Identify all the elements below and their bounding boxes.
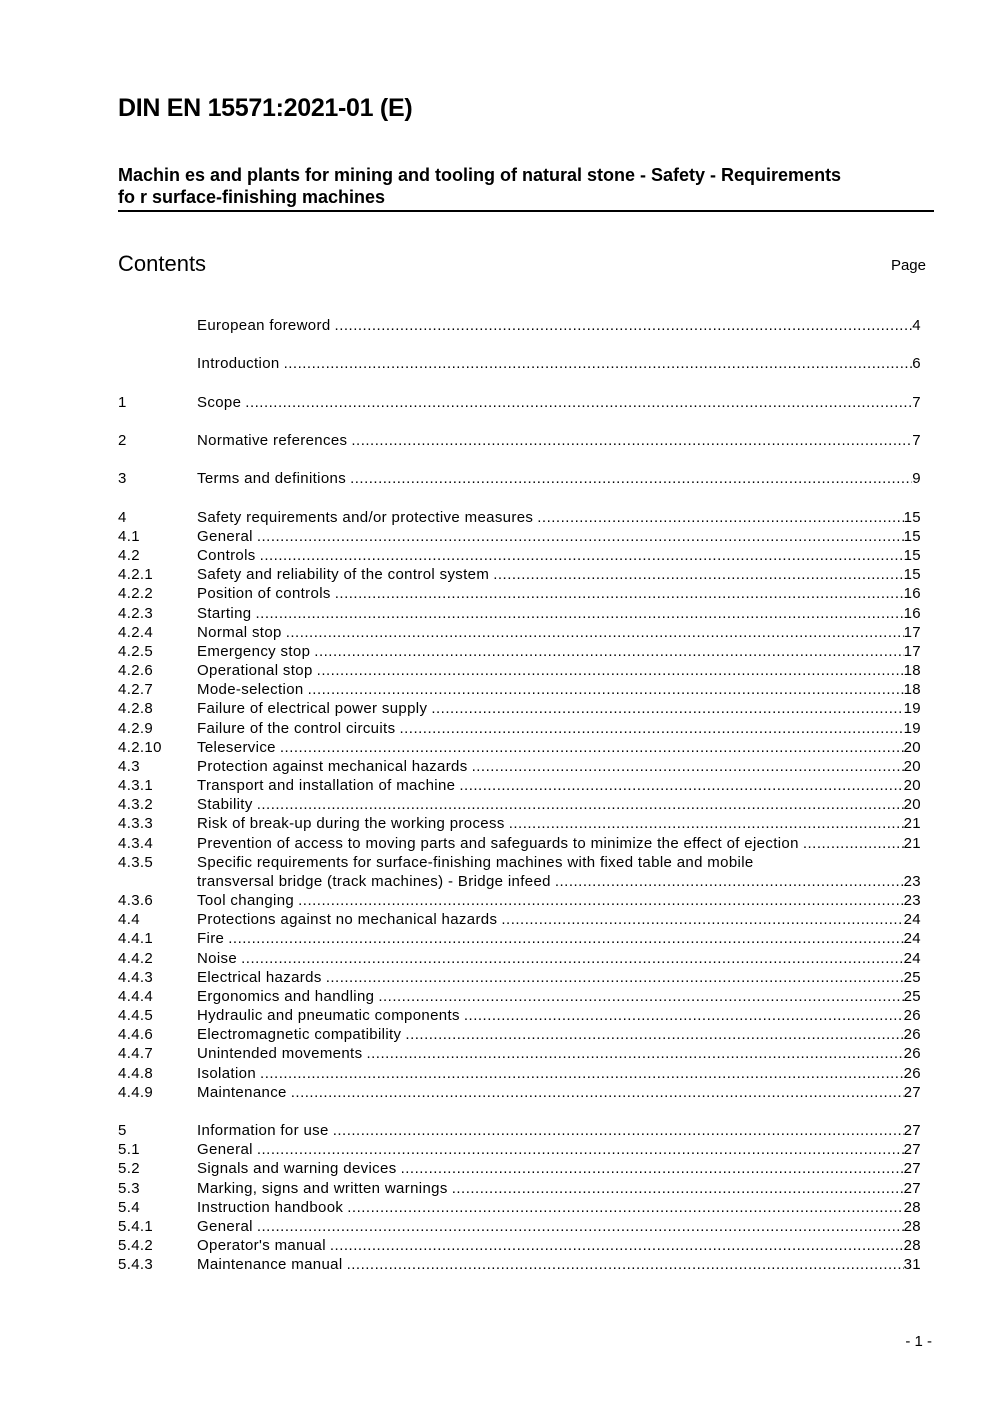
toc-entry[interactable] bbox=[118, 776, 921, 795]
dot-leader bbox=[493, 565, 903, 584]
dot-leader bbox=[298, 891, 903, 910]
dot-leader bbox=[257, 1217, 904, 1236]
dot-leader bbox=[401, 1159, 904, 1178]
toc-entry-title: Starting bbox=[197, 604, 252, 622]
dot-leader bbox=[256, 604, 904, 623]
group-spacer bbox=[118, 374, 921, 393]
toc-entry-title: Instruction handbook bbox=[197, 1198, 344, 1216]
dot-leader bbox=[286, 623, 904, 642]
dot-leader bbox=[257, 527, 904, 546]
toc-entry[interactable] bbox=[118, 680, 921, 699]
dot-leader bbox=[335, 584, 904, 603]
toc-entry-title: Transport and installation of machine bbox=[197, 777, 456, 795]
dot-leader bbox=[459, 776, 903, 795]
toc-entry-page: 6 bbox=[912, 355, 921, 373]
dot-leader bbox=[350, 469, 912, 488]
dot-leader bbox=[335, 316, 913, 335]
dot-leader bbox=[452, 1179, 904, 1198]
toc-entry-title: Introduction bbox=[197, 355, 280, 373]
toc-entry-page: 23 bbox=[903, 892, 921, 910]
toc-entry[interactable] bbox=[118, 814, 921, 833]
toc-entry[interactable] bbox=[118, 929, 921, 948]
toc-entry-title: Risk of break-up during the working process bbox=[197, 815, 505, 833]
toc-entry-title: Normative references bbox=[197, 431, 348, 449]
toc-entry-number: 4.4.6 bbox=[118, 1026, 154, 1044]
toc-entry-number: 4.2.3 bbox=[118, 604, 154, 622]
dot-leader bbox=[509, 814, 904, 833]
toc-entry[interactable] bbox=[118, 1025, 921, 1044]
toc-entry-page: 23 bbox=[903, 872, 921, 890]
subtitle-line-1: Machin es and plants for mining and tooling of natural stone - Safety - Requirements bbox=[118, 165, 842, 185]
dot-leader bbox=[464, 1006, 904, 1025]
dot-leader bbox=[366, 1044, 903, 1063]
toc-entry-title: Specific requirements for surface-finishing machines with fixed table and mobile bbox=[197, 853, 754, 871]
toc-entry-title: Prevention of access to moving parts and safeguards to minimize the effect of ejection bbox=[197, 834, 799, 852]
toc-entry-title: Ergonomics and handling bbox=[197, 987, 375, 1005]
toc-entry[interactable] bbox=[118, 1236, 921, 1255]
toc-entry[interactable] bbox=[118, 738, 921, 757]
subtitle-line-2: fo r surface-finishing machines bbox=[118, 187, 386, 207]
toc-entry[interactable] bbox=[118, 1121, 921, 1140]
group-spacer bbox=[118, 488, 921, 507]
toc-entry[interactable] bbox=[118, 853, 921, 872]
toc-entry-title: General bbox=[197, 1141, 253, 1159]
toc-entry[interactable] bbox=[118, 891, 921, 910]
dot-leader bbox=[472, 757, 904, 776]
toc-entry-page: 24 bbox=[903, 949, 921, 967]
toc-entry-title: Electrical hazards bbox=[197, 968, 322, 986]
toc-entry-title: Stability bbox=[197, 796, 253, 814]
dot-leader bbox=[257, 795, 904, 814]
toc-entry-number: 3 bbox=[118, 470, 127, 488]
toc-entry-title: European foreword bbox=[197, 317, 331, 334]
toc-entry-title: Mode-selection bbox=[197, 681, 304, 699]
toc-entry-number: 4.2 bbox=[118, 546, 140, 564]
toc-entry-page: 27 bbox=[903, 1179, 921, 1197]
toc-entry-title: Protection against mechanical hazards bbox=[197, 757, 468, 775]
toc-entry-page: 27 bbox=[903, 1083, 921, 1101]
toc-entry-number: 4.4.5 bbox=[118, 1007, 154, 1025]
group-spacer bbox=[118, 1102, 921, 1121]
toc-entry[interactable] bbox=[118, 1179, 921, 1198]
dot-leader bbox=[280, 738, 904, 757]
dot-leader bbox=[555, 872, 904, 891]
toc-entry-title: Electromagnetic compatibility bbox=[197, 1026, 402, 1044]
toc-entry[interactable] bbox=[118, 1044, 921, 1063]
toc-entry[interactable] bbox=[118, 1006, 921, 1025]
toc-entry-page: 24 bbox=[903, 911, 921, 929]
toc-entry-page: 18 bbox=[903, 681, 921, 699]
toc-entry-title: Protections against no mechanical hazards bbox=[197, 911, 498, 929]
dot-leader bbox=[245, 393, 912, 412]
toc-entry-page: 27 bbox=[903, 1160, 921, 1178]
toc-entry-number: 4.2.10 bbox=[118, 738, 162, 756]
header-rule bbox=[118, 210, 934, 212]
toc-entry[interactable] bbox=[118, 546, 921, 565]
toc-entry[interactable] bbox=[118, 1140, 921, 1159]
toc-entry-number bbox=[118, 316, 197, 335]
toc-entry-title: Noise bbox=[197, 949, 238, 967]
dot-leader bbox=[501, 910, 903, 929]
toc-entry-title: Scope bbox=[197, 393, 242, 411]
toc-entry-page: 16 bbox=[903, 585, 921, 603]
contents-heading: Contents bbox=[118, 251, 207, 276]
toc-entry-page: 28 bbox=[903, 1237, 921, 1255]
toc-entry-page: 17 bbox=[903, 623, 921, 641]
dot-leader bbox=[347, 1198, 903, 1217]
toc-entry-page: 20 bbox=[903, 777, 921, 795]
toc-entry[interactable] bbox=[118, 1064, 921, 1083]
toc-entry-title: Teleservice bbox=[197, 738, 276, 756]
toc-entry[interactable] bbox=[118, 795, 921, 814]
toc-entry-page: 19 bbox=[903, 719, 921, 737]
dot-leader bbox=[330, 1236, 904, 1255]
toc-entry[interactable] bbox=[118, 872, 921, 891]
dot-leader bbox=[347, 1255, 904, 1274]
toc-entry-number: 4.1 bbox=[118, 527, 140, 545]
dot-leader bbox=[241, 949, 904, 968]
toc-entry-page: 26 bbox=[903, 1007, 921, 1025]
toc-entry[interactable] bbox=[118, 316, 921, 335]
toc-entry[interactable] bbox=[118, 949, 921, 968]
toc-entry-page: 25 bbox=[903, 987, 921, 1005]
toc-entry-number: 4.3.4 bbox=[118, 834, 154, 852]
toc-entry[interactable] bbox=[118, 469, 921, 488]
toc-entry-title: Isolation bbox=[197, 1064, 257, 1082]
dot-leader bbox=[405, 1025, 903, 1044]
toc-entry-number: 4.4.7 bbox=[118, 1045, 154, 1063]
toc-entry[interactable] bbox=[118, 1083, 921, 1102]
toc-entry-number: 5.4 bbox=[118, 1198, 140, 1216]
group-spacer bbox=[118, 412, 921, 431]
toc-entry[interactable] bbox=[118, 508, 921, 527]
toc-entry-number: 4.4.4 bbox=[118, 987, 154, 1005]
toc-entry-number bbox=[118, 872, 197, 891]
toc-entry-title: Safety and reliability of the control system bbox=[197, 566, 490, 584]
toc-entry-number: 4.2.5 bbox=[118, 642, 154, 660]
toc-entry-page: 21 bbox=[903, 834, 921, 852]
toc-entry-number: 4.3 bbox=[118, 757, 140, 775]
toc-entry-number: 4.4 bbox=[118, 911, 140, 929]
toc-entry-number: 5.3 bbox=[118, 1179, 140, 1197]
toc-entry-page: 28 bbox=[903, 1217, 921, 1235]
toc-entry[interactable] bbox=[118, 699, 921, 718]
toc-entry[interactable] bbox=[118, 393, 921, 412]
dot-leader bbox=[257, 1140, 904, 1159]
toc-entry-number: 4.4.3 bbox=[118, 968, 154, 986]
dot-leader bbox=[378, 987, 903, 1006]
toc-entry[interactable] bbox=[118, 910, 921, 929]
toc-entry-title: Operational stop bbox=[197, 662, 313, 680]
toc-entry-page: 17 bbox=[903, 642, 921, 660]
toc-entry-page: 15 bbox=[903, 546, 921, 564]
page-column-label: Page bbox=[890, 257, 926, 274]
toc-entry-title: Safety requirements and/or protective measures bbox=[197, 508, 534, 526]
toc-entry-title: transversal bridge (track machines) - Bridge infeed bbox=[197, 872, 551, 890]
toc-entry[interactable] bbox=[118, 642, 921, 661]
toc-entry-title: Operator's manual bbox=[197, 1237, 326, 1255]
toc-entry-number: 5.4.2 bbox=[118, 1237, 154, 1255]
dot-leader bbox=[284, 354, 913, 373]
toc-entry-number: 4.3.6 bbox=[118, 892, 154, 910]
toc-entry-page: 20 bbox=[903, 757, 921, 775]
dot-leader bbox=[803, 834, 904, 853]
toc-entry-page: 20 bbox=[903, 796, 921, 814]
toc-entry[interactable] bbox=[118, 565, 921, 584]
toc-entry-number: 4.2.7 bbox=[118, 681, 154, 699]
toc-entry[interactable] bbox=[118, 604, 921, 623]
toc-entry[interactable] bbox=[118, 719, 921, 738]
toc-entry[interactable] bbox=[118, 584, 921, 603]
toc-entry-number: 2 bbox=[118, 431, 127, 449]
toc-entry-number: 5.4.1 bbox=[118, 1217, 154, 1235]
toc-entry-number: 5.1 bbox=[118, 1141, 140, 1159]
toc-entry-page: 31 bbox=[903, 1256, 921, 1274]
dot-leader bbox=[317, 661, 904, 680]
toc-entry-title: Tool changing bbox=[197, 892, 295, 910]
toc-entry[interactable] bbox=[118, 623, 921, 642]
toc-entry-title: General bbox=[197, 527, 253, 545]
toc-entry-number: 4.3.2 bbox=[118, 796, 154, 814]
toc-entry-page: 26 bbox=[903, 1045, 921, 1063]
toc-entry[interactable] bbox=[118, 968, 921, 987]
toc-entry-title: Fire bbox=[197, 930, 225, 948]
toc-entry-title: Maintenance bbox=[197, 1083, 287, 1101]
dot-leader bbox=[260, 1064, 904, 1083]
toc-entry-number: 4.4.8 bbox=[118, 1064, 154, 1082]
toc-entry-title: Unintended movements bbox=[197, 1045, 363, 1063]
toc-entry-number: 1 bbox=[118, 393, 127, 411]
toc-entry-page: 18 bbox=[903, 662, 921, 680]
dot-leader bbox=[314, 642, 903, 661]
toc-entry-title: Failure of the control circuits bbox=[197, 719, 396, 737]
toc-entry-page: 26 bbox=[903, 1026, 921, 1044]
toc-entry[interactable] bbox=[118, 834, 921, 853]
toc-entry-number: 4.2.1 bbox=[118, 566, 154, 584]
toc-entry-number: 4.3.5 bbox=[118, 853, 154, 871]
toc-entry-page: 9 bbox=[912, 470, 921, 488]
toc-entry-page: 25 bbox=[903, 968, 921, 986]
toc-entry-number: 4.2.4 bbox=[118, 623, 154, 641]
toc-entry-number: 5.2 bbox=[118, 1160, 140, 1178]
dot-leader bbox=[291, 1083, 904, 1102]
toc-entry-number: 5.4.3 bbox=[118, 1256, 154, 1274]
toc-entry-page: 27 bbox=[903, 1122, 921, 1140]
toc-entry-title: Normal stop bbox=[197, 623, 282, 641]
group-spacer bbox=[118, 335, 921, 354]
dot-leader bbox=[333, 1121, 904, 1140]
toc-entry-page: 24 bbox=[903, 930, 921, 948]
toc-entry-page: 28 bbox=[903, 1198, 921, 1216]
toc-entry-number: 4.4.1 bbox=[118, 930, 154, 948]
group-spacer bbox=[118, 450, 921, 469]
toc-entry[interactable] bbox=[118, 354, 921, 373]
toc-entry[interactable] bbox=[118, 1217, 921, 1236]
toc-entry-page: 7 bbox=[912, 393, 921, 411]
toc-entry-title: Marking, signs and written warnings bbox=[197, 1179, 448, 1197]
toc-entry[interactable] bbox=[118, 431, 921, 450]
toc-entry-number bbox=[118, 354, 197, 373]
dot-leader bbox=[431, 699, 903, 718]
toc-entry-page: 16 bbox=[903, 604, 921, 622]
toc-entry-title: Emergency stop bbox=[197, 642, 311, 660]
document-id: DIN EN 15571:2021-01 (E) bbox=[118, 94, 413, 122]
toc-entry-number: 4.4.2 bbox=[118, 949, 154, 967]
toc-entry-number: 4.2.9 bbox=[118, 719, 154, 737]
dot-leader bbox=[228, 929, 903, 948]
toc-entry-title: Information for use bbox=[197, 1122, 329, 1140]
toc-entry[interactable] bbox=[118, 987, 921, 1006]
dot-leader bbox=[351, 431, 912, 450]
toc-entry-page: 21 bbox=[903, 815, 921, 833]
toc-entry-page: 15 bbox=[903, 527, 921, 545]
toc-entry[interactable] bbox=[118, 757, 921, 776]
toc-entry-page: 15 bbox=[903, 508, 921, 526]
toc-entry-page: 7 bbox=[912, 431, 921, 449]
toc-entry-page: 27 bbox=[903, 1141, 921, 1159]
toc-entry-page: 15 bbox=[903, 566, 921, 584]
toc-entry[interactable] bbox=[118, 527, 921, 546]
toc-entry-page: 4 bbox=[912, 317, 921, 334]
toc-entry[interactable] bbox=[118, 661, 921, 680]
dot-leader bbox=[399, 719, 903, 738]
toc-entry-title: Maintenance manual bbox=[197, 1256, 343, 1274]
toc-entry-title: Terms and definitions bbox=[197, 470, 347, 488]
toc-entry-title: Controls bbox=[197, 546, 256, 564]
toc-entry-number: 4.2.8 bbox=[118, 700, 154, 718]
toc-entry-title: Hydraulic and pneumatic components bbox=[197, 1007, 460, 1025]
dot-leader bbox=[326, 968, 904, 987]
toc-entry-page: 26 bbox=[903, 1064, 921, 1082]
toc-entry-page: 20 bbox=[903, 738, 921, 756]
toc-entry-number: 4.3.1 bbox=[118, 777, 154, 795]
toc-entry-number: 4.4.9 bbox=[118, 1083, 154, 1101]
table-of-contents bbox=[118, 316, 921, 1275]
toc-entry-number: 4.2.6 bbox=[118, 662, 154, 680]
toc-entry-number: 4.2.2 bbox=[118, 585, 154, 603]
toc-entry-title: Failure of electrical power supply bbox=[197, 700, 428, 718]
toc-entry-number: 4 bbox=[118, 508, 127, 526]
toc-entry-number: 5 bbox=[118, 1122, 127, 1140]
toc-entry-title: Position of controls bbox=[197, 585, 331, 603]
document-subtitle bbox=[118, 164, 933, 208]
toc-entry-number: 4.3.3 bbox=[118, 815, 154, 833]
page-number: - 1 - bbox=[905, 1333, 932, 1350]
dot-leader bbox=[537, 508, 903, 527]
toc-entry-page: 19 bbox=[903, 700, 921, 718]
toc-entry[interactable] bbox=[118, 1255, 921, 1274]
toc-entry-title: General bbox=[197, 1217, 253, 1235]
toc-entry[interactable] bbox=[118, 1159, 921, 1178]
dot-leader bbox=[308, 680, 904, 699]
toc-entry[interactable] bbox=[118, 1198, 921, 1217]
dot-leader bbox=[260, 546, 904, 565]
toc-entry-title: Signals and warning devices bbox=[197, 1160, 397, 1178]
